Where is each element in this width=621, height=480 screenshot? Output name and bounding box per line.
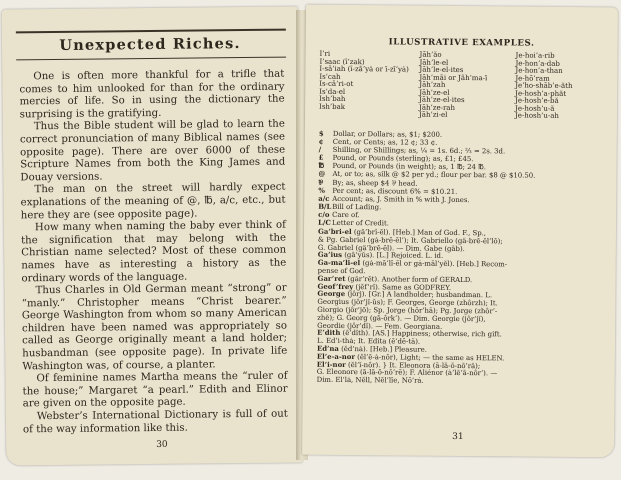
- entry-text: Georgius (jôr’jĭ-ŭs); F. Georges, George (zhôrzh); It.: [317, 297, 498, 308]
- entry-headword: El’i-nor: [316, 360, 346, 369]
- sign-text: By; as, sheep $4 ⅌ head.: [332, 178, 418, 188]
- entry-headword: George: [317, 290, 346, 299]
- name-item: Jāh’le-el: [419, 58, 449, 67]
- scripture-names-table: [319, 49, 606, 121]
- signs-list: [318, 130, 611, 230]
- header-rule-top: [16, 29, 286, 34]
- entry-headword: E’dith: [317, 329, 341, 338]
- entry-text: Geordie (jôr’dĭ). — Fem. Georgiana.: [317, 321, 443, 331]
- dictionary-entry: [317, 377, 609, 387]
- sign-text: Pound, or Pounds (sterling); as, £1; £45.: [332, 154, 474, 164]
- entry-text: & Pg. Gabriel (gȧ-brē-ĕl’); It. Gabriello (gä-brē-ĕl’lō);: [317, 235, 503, 246]
- entry-text: (gā’yŭs). [L.] Rejoiced. L. id.: [342, 251, 444, 261]
- name-item: Je-hon’a-than: [515, 66, 563, 75]
- sign-symbol: L/C: [318, 218, 331, 227]
- entry-text: (ĕl’ē-ȧ-nôr), Light; — the same as HELEN.: [354, 352, 505, 363]
- name-item: I-sā’iah (ī-zā’yȧ or ī-zī’yȧ): [319, 64, 409, 74]
- name-item: Je’ho-shāb’e-ăth: [515, 81, 573, 91]
- entry-text: (ē’dĭth). [AS.] Happiness; otherwise, rich gift.: [340, 329, 502, 339]
- name-item: Is-cā’ri-ot: [319, 79, 354, 89]
- name-item: Jāh’le-el-ites: [419, 65, 464, 75]
- page-number-right: 31: [452, 431, 464, 443]
- sign-text: Account; as, J. Smith in % with J. Jones.: [332, 194, 470, 204]
- name-item: Je-hosh’u-ă: [515, 104, 555, 113]
- sign-symbol: $: [318, 129, 324, 138]
- entry-headword: Gar’ret: [317, 274, 346, 283]
- entry-text: (ĕd’nȧ). [Heb.] Pleasure.: [338, 344, 427, 354]
- sign-text: Cent, or Cents; as, 12 ¢; 33 ¢.: [332, 137, 438, 147]
- name-item: Jāh’zah: [419, 80, 446, 90]
- entry-text: (ĕl’ĭ-nôr). } It. Eleonora (ā-lā-ō-nō’rä);: [345, 360, 481, 370]
- name-item: Ish’bah: [319, 95, 346, 104]
- sign-text: Care of.: [332, 210, 360, 220]
- sign-symbol: /: [318, 145, 322, 154]
- name-item: Je-hon’a-dab: [515, 59, 560, 68]
- name-item: Jāh’ăo: [419, 50, 442, 59]
- entry-text: Giorgio (jôr’jō); Sp. Jorge (hôr’hā); Pg. Jorge (zhôr’-: [317, 305, 498, 316]
- name-item: Je-hosh’e-bă: [515, 96, 559, 106]
- sign-symbol: %: [318, 186, 325, 195]
- right-page: [302, 5, 618, 458]
- entry-text: (jôrj). [Gr.] A landholder; husbandman. L.: [345, 290, 493, 300]
- paragraph: The man on the street will hardly expect explanations of the meaning of @, ℔, a/c, etc., but here they are (see opposite page).: [20, 181, 286, 221]
- sign-text: Letter of Credit.: [332, 218, 389, 228]
- paragraph: Of feminine names Martha means the “ruler of the house;” Margaret “a pearl.” Edith and Elinor are given on the opposite page.: [22, 370, 288, 410]
- paragraph: Webster’s International Dictionary is full of out of the way information like this.: [22, 408, 288, 435]
- left-page: [2, 6, 303, 465]
- entry-text: (găr’rĕt). Another form of GERALD.: [345, 274, 473, 284]
- sign-text: At, or to; as, silk @ $2 per yd.; flour per bar. $8 @ $10.50.: [332, 170, 536, 181]
- sign-symbol: ℔: [318, 162, 325, 171]
- sign-symbol: c/o: [318, 210, 330, 219]
- name-item: Jāh’māi or Jāh’ma-ī: [419, 73, 488, 82]
- sign-text: Dollar, or Dollars; as, $1; $200.: [332, 129, 443, 139]
- name-item: Ish’bak: [319, 102, 346, 111]
- entry-headword: El’e-a-nor: [316, 352, 356, 361]
- sign-text: Shilling, or Shillings; as, ¼ = 1s. 6d.; ⅔ = 2s. 3d.: [332, 146, 506, 156]
- name-item: Je-hoi’a-rib: [515, 51, 555, 60]
- name-item: Is’da-el: [319, 87, 346, 96]
- entry-text: G. Eleonore (ā-lā-ō-nō’rĕ); F. Aliénor (ȧ’lē’ā-nôr’). —: [316, 368, 498, 378]
- name-item: I’saac (ī’zak): [319, 57, 365, 66]
- names-column-2: [419, 52, 487, 121]
- names-column-3: [515, 52, 573, 120]
- entry-headword: Ed’na: [316, 344, 339, 353]
- paragraph: How many when naming the baby ever think of the signification that may belong with the Christian name selected? Most of these common names have as interesting a history as the ordinary words of the language.: [20, 219, 287, 284]
- entry-headword: Geof’frey: [317, 282, 354, 291]
- name-item: Jāh’zi-el: [418, 111, 448, 120]
- sign-symbol: ⅌: [318, 178, 323, 187]
- entry-headword: Ga-ma’li-el: [317, 258, 361, 268]
- name-item: Is’cah: [319, 72, 341, 81]
- sign-text: Pound, or Pounds (in weight); as, 1 ℔; 24 ℔.: [332, 162, 486, 172]
- sign-symbol: ¢: [318, 137, 324, 146]
- entry-text: (gā’brĭ-ĕl). [Heb.] Man of God. F., Sp.,: [351, 228, 487, 238]
- names-column-1: [319, 51, 409, 112]
- left-body-text: [19, 69, 288, 437]
- name-item: Jāh’ze-el: [419, 88, 450, 97]
- entry-text: (gȧ-mā’lĭ-ĕl or gȧ-māl’yĕl). [Heb.] Recom-: [360, 259, 508, 269]
- sign-text: Bill of Lading.: [332, 202, 382, 212]
- entry-text: (jĕf’rĭ). Same as GODFREY.: [353, 282, 452, 292]
- name-item: Je-hosh’a-phăt: [515, 89, 567, 98]
- entry-headword: Ga’bri-el: [317, 227, 352, 237]
- entry-text: L. Ed’i-thȧ; It. Edita (ĕ’dē-tä).: [317, 336, 421, 346]
- christian-names-entries: [317, 229, 610, 387]
- paragraph: One is often more thankful for a trifle that comes to him unlooked for than for the ordinary mercies of life. So in using the dictionary the surprising is the gratifying.: [19, 68, 285, 121]
- entry-text: pense of God.: [317, 266, 366, 276]
- entry-text: Dim. El’lȧ, Nĕll, Nĕl’lĭe, Nō’rȧ.: [316, 375, 424, 385]
- name-item: Jāh’ze-el-ites: [419, 95, 465, 105]
- entry-text: zhĕ); G. Georg (gā-ôrk’). — Dim. Georgie (jôr’jĭ),: [317, 313, 486, 323]
- entry-text: G. Gabriel (gä’brē-ĕl). — Dim. Gabe (gāb).: [317, 243, 465, 253]
- entry-headword: Ga’ius: [317, 251, 343, 260]
- paragraph: Thus the Bible student will be glad to learn the correct pronunciation of many Biblical names (see opposite page). There are over 6000 of these Scripture Names from both the King James and Douay versions.: [19, 118, 286, 184]
- sign-symbol: B/L: [318, 202, 332, 211]
- name-item: Jāh’ze-rah: [419, 103, 456, 112]
- paragraph: Thus Charles in Old German meant “strong” or “manly.” Christopher means “Christ bearer.” George Washington from whom so many American children have been named was appropriately so called as George originally meant a land holder; husbandman (see opposite page). In private life Washington was, of course, a planter.: [21, 282, 288, 373]
- sign-text: Per cent; as, discount 6% = $10.21.: [332, 186, 458, 196]
- name-item: Je-hō’ram: [515, 74, 550, 83]
- name-item: I’ri: [319, 49, 331, 58]
- page-number-left: 30: [156, 439, 168, 450]
- name-item: Je-hosh’u-ah: [514, 111, 559, 121]
- page-title-illustrative-examples: ILLUSTRATIVE EXAMPLES.: [388, 37, 535, 49]
- header-rule-bottom: [16, 57, 286, 61]
- sign-symbol: a/c: [318, 194, 330, 203]
- sign-symbol: @: [318, 170, 326, 179]
- sign-symbol: £: [318, 154, 324, 163]
- page-title-unexpected-riches: Unexpected Riches.: [59, 35, 241, 54]
